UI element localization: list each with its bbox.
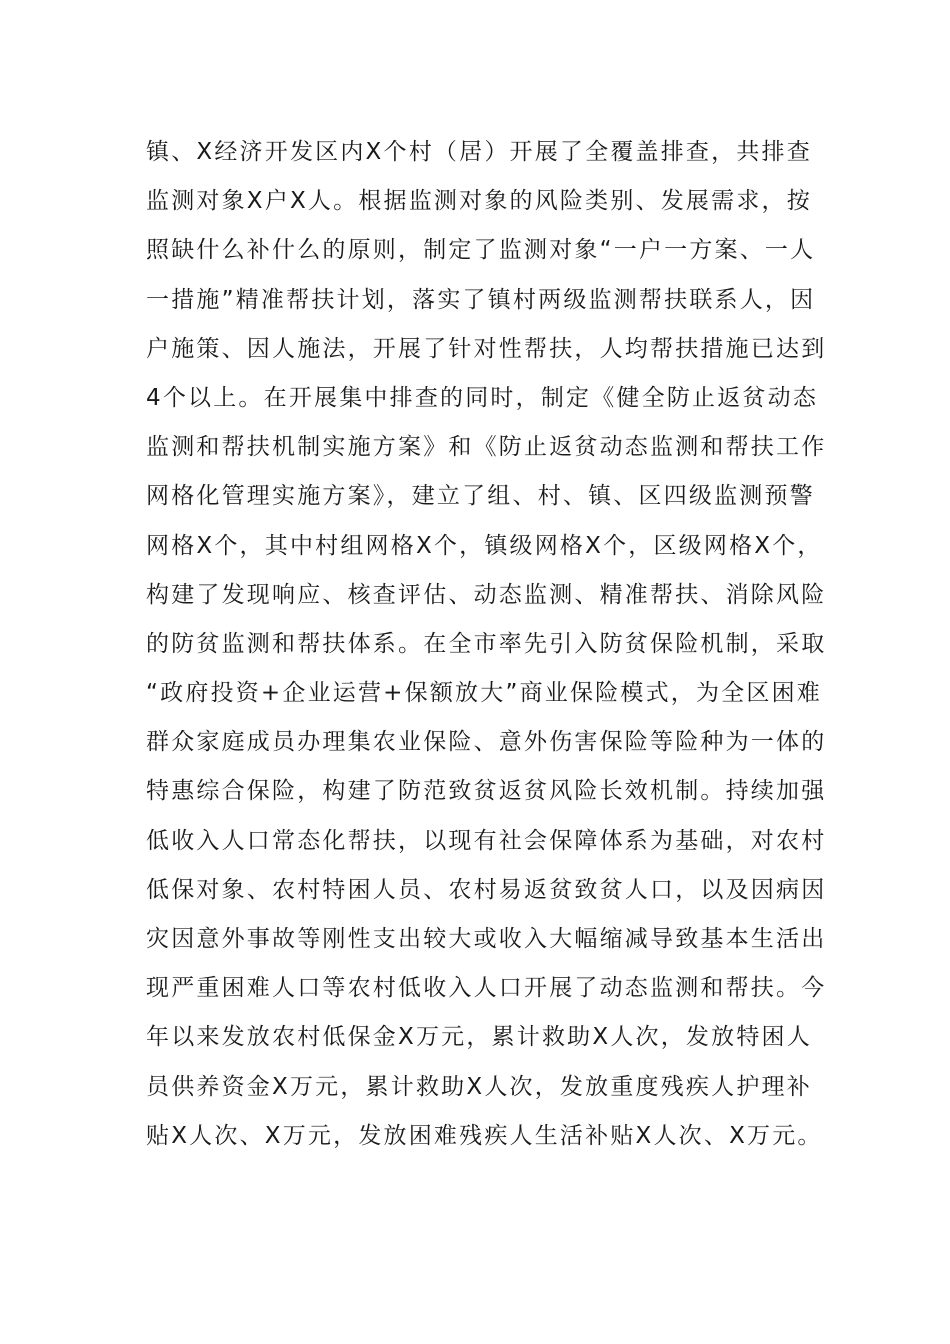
text-line: 网格X个，其中村组网格X个，镇级网格X个，区级网格X个， — [146, 532, 823, 559]
text-line: 监测和帮扶机制实施方案》和《防止返贫动态监测和帮扶工作 — [146, 434, 827, 461]
text-line: 照缺什么补什么的原则，制定了监测对象“一户一方案、一人 — [146, 237, 816, 264]
text-line: 镇、X经济开发区内X个村（居）开展了全覆盖排查，共排查 — [146, 139, 812, 165]
text-line: 现严重困难人口等农村低收入人口开展了动态监测和帮扶。今 — [146, 975, 827, 1002]
text-line: 监测对象X户X人。根据监测对象的风险类别、发展需求，按 — [146, 188, 812, 215]
text-line: 网格化管理实施方案》，建立了组、村、镇、区四级监测预警 — [146, 483, 815, 510]
text-line: 4个以上。在开展集中排查的同时，制定《健全防止返贫动态 — [146, 384, 819, 411]
text-line: 构建了发现响应、核查评估、动态监测、精准帮扶、消除风险 — [146, 581, 827, 608]
text-line: 年以来发放农村低保金X万元，累计救助X人次，发放特困人 — [146, 1024, 812, 1051]
text-line: 贴X人次、X万元，发放困难残疾人生活补贴X人次、X万元。 — [146, 1122, 823, 1149]
text-line: “政府投资+企业运营+保额放大”商业保险模式，为全区困难 — [146, 680, 822, 707]
text-line: 特惠综合保险，构建了防范致贫返贫风险长效机制。持续加强 — [146, 778, 827, 805]
text-line: 低保对象、农村特困人员、农村易返贫致贫人口，以及因病因 — [146, 876, 827, 903]
text-line: 户施策、因人施法，开展了针对性帮扶，人均帮扶措施已达到 — [146, 335, 827, 362]
text-line: 一措施”精准帮扶计划，落实了镇村两级监测帮扶联系人，因 — [146, 286, 816, 313]
text-line: 群众家庭成员办理集农业保险、意外伤害保险等险种为一体的 — [146, 729, 827, 756]
text-line: 的防贫监测和帮扶体系。在全市率先引入防贫保险机制，采取 — [146, 630, 827, 657]
text-line: 灾因意外事故等刚性支出较大或收入大幅缩减导致基本生活出 — [146, 926, 827, 952]
text-line: 低收入人口常态化帮扶，以现有社会保障体系为基础，对农村 — [146, 827, 827, 854]
text-line: 员供养资金X万元，累计救助X人次，发放重度残疾人护理补 — [146, 1073, 812, 1100]
body-paragraph — [146, 128, 826, 1161]
